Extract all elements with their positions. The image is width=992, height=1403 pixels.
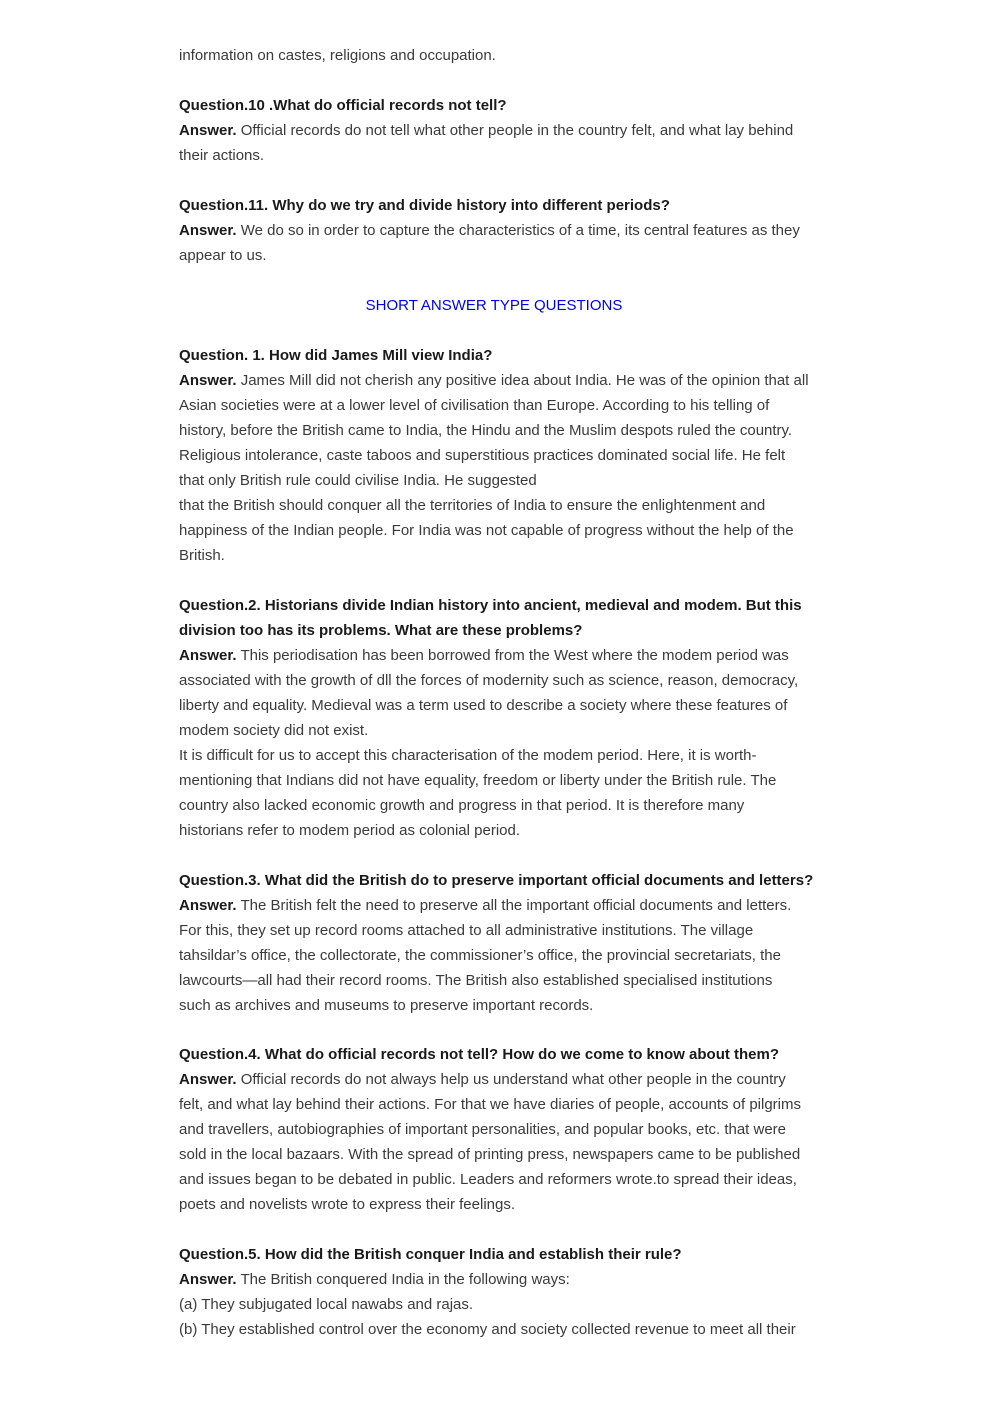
qa-block-sa2	[179, 593, 819, 843]
qa-block-q10	[179, 93, 819, 168]
qa-block-sa3	[179, 868, 819, 1018]
answer-label: Answer.	[179, 897, 237, 914]
answer-text: This periodisation has been borrowed from the West where the modem period was	[240, 647, 789, 664]
answer-line	[179, 368, 819, 393]
answer-line: sold in the local bazaars. With the spread of printing press, newspapers came to be published	[179, 1146, 801, 1163]
answer-line: felt, and what lay behind their actions. For that we have diaries of people, accounts of pilgrims	[179, 1096, 802, 1113]
answer-line: history, before the British came to India, the Hindu and the Muslim despots ruled the country.	[179, 422, 793, 439]
answer-line: mentioning that Indians did not have equality, freedom or liberty under the British rule. The	[179, 772, 777, 789]
answer-line	[179, 643, 819, 668]
answer-line	[179, 1067, 819, 1092]
answer-line: lawcourts—all had their record rooms. The British also established specialised institutions	[179, 972, 773, 989]
answer-line	[179, 218, 819, 243]
answer-line: liberty and equality. Medieval was a term used to describe a society where these features of	[179, 697, 788, 714]
answer-text: James Mill did not cherish any positive idea about India. He was of the opinion that all	[240, 372, 809, 389]
answer-line: appear to us.	[179, 247, 267, 264]
answer-line: Asian societies were at a lower level of civilisation than Europe. According to his telling of	[179, 397, 770, 414]
answer-line: (b) They established control over the economy and society collected revenue to meet all their	[179, 1321, 796, 1338]
answer-line: historians refer to modem period as colonial period.	[179, 822, 521, 839]
qa-block-q11	[179, 193, 819, 268]
answer-text: The British conquered India in the following ways:	[240, 1271, 570, 1288]
answer-line: It is difficult for us to accept this characterisation of the modem period. Here, it is worth-	[179, 747, 757, 764]
question-text: Question.10 .What do official records not tell?	[179, 97, 507, 114]
answer-line	[179, 118, 819, 143]
answer-text: Official records do not tell what other people in the country felt, and what lay behind	[240, 122, 794, 139]
intro-line: information on castes, religions and occupation.	[179, 47, 496, 64]
answer-text: Official records do not always help us understand what other people in the country	[240, 1071, 786, 1088]
qa-block-sa5	[179, 1242, 819, 1342]
section-heading: SHORT ANSWER TYPE QUESTIONS	[365, 297, 623, 314]
answer-line: such as archives and museums to preserve important records.	[179, 997, 594, 1014]
answer-line	[179, 893, 819, 918]
answer-label: Answer.	[179, 122, 237, 139]
answer-line: associated with the growth of dll the forces of modernity such as science, reason, democracy,	[179, 672, 799, 689]
answer-line: their actions.	[179, 147, 265, 164]
answer-label: Answer.	[179, 1271, 237, 1288]
answer-line: that only British rule could civilise India. He suggested	[179, 472, 537, 489]
document-page	[179, 43, 819, 1342]
answer-line: that the British should conquer all the territories of India to ensure the enlightenment and	[179, 497, 766, 514]
question-text: Question.11. Why do we try and divide history into different periods?	[179, 197, 670, 214]
answer-line	[179, 1267, 819, 1292]
question-text: Question.5. How did the British conquer India and establish their rule?	[179, 1246, 682, 1263]
answer-label: Answer.	[179, 1071, 237, 1088]
answer-label: Answer.	[179, 372, 237, 389]
answer-line: Religious intolerance, caste taboos and superstitious practices dominated social life. He felt	[179, 447, 786, 464]
answer-line: tahsildar’s office, the collectorate, the commissioner’s office, the provincial secretariats, the	[179, 947, 781, 964]
answer-label: Answer.	[179, 222, 237, 239]
question-text: Question.3. What did the British do to preserve important official documents and letters?	[179, 872, 814, 889]
question-text: Question.2. Historians divide Indian history into ancient, medieval and modem. But this	[179, 597, 802, 614]
question-text: division too has its problems. What are these problems?	[179, 622, 583, 639]
answer-text: We do so in order to capture the characteristics of a time, its central features as they	[240, 222, 800, 239]
answer-line: poets and novelists wrote to express their feelings.	[179, 1196, 516, 1213]
answer-line: modem society did not exist.	[179, 722, 369, 739]
qa-block-sa4	[179, 1042, 819, 1217]
answer-line: For this, they set up record rooms attached to all administrative institutions. The village	[179, 922, 754, 939]
answer-label: Answer.	[179, 647, 237, 664]
answer-line: and travellers, autobiographies of important personalities, and popular books, etc. that were	[179, 1121, 787, 1138]
qa-block-sa1	[179, 343, 819, 568]
question-text: Question. 1. How did James Mill view India?	[179, 347, 493, 364]
question-text: Question.4. What do official records not tell? How do we come to know about them?	[179, 1046, 780, 1063]
answer-text: The British felt the need to preserve all the important official documents and letters.	[240, 897, 792, 914]
answer-line: British.	[179, 547, 225, 564]
answer-line: (a) They subjugated local nawabs and rajas.	[179, 1296, 474, 1313]
answer-line: country also lacked economic growth and progress in that period. It is therefore many	[179, 797, 745, 814]
answer-line: happiness of the Indian people. For India was not capable of progress without the help of the	[179, 522, 794, 539]
answer-line: and issues began to be debated in public. Leaders and reformers wrote.to spread their ideas,	[179, 1171, 797, 1188]
